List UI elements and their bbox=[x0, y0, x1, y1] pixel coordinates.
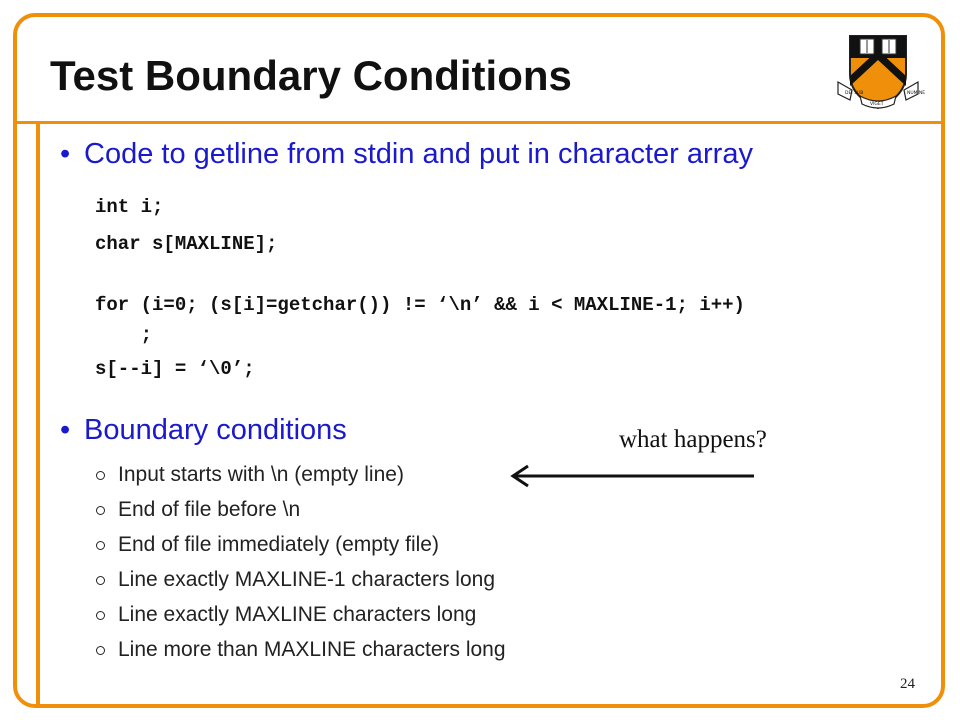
sub-bullet-icon bbox=[96, 611, 105, 620]
condition-text: Line exactly MAXLINE-1 characters long bbox=[118, 568, 496, 591]
bullet-code-text: Code to getline from stdin and put in character array bbox=[84, 138, 753, 170]
code-line-4: ; bbox=[95, 324, 153, 346]
condition-text: Line exactly MAXLINE characters long bbox=[118, 603, 477, 626]
bullet-boundary-text: Boundary conditions bbox=[84, 414, 347, 446]
code-line-1: int i; bbox=[95, 196, 164, 218]
arrow-left-icon bbox=[508, 464, 758, 488]
bullet-dot: • bbox=[60, 138, 71, 170]
logo-motto-bottom: VIGET bbox=[870, 102, 884, 107]
logo-motto-right: NUMINE bbox=[907, 91, 926, 96]
bullet-code bbox=[60, 138, 753, 171]
condition-text: End of file before \n bbox=[118, 498, 301, 521]
condition-text: Input starts with \n (empty line) bbox=[118, 463, 404, 486]
sub-bullet-icon bbox=[96, 541, 105, 550]
sub-bullet-icon bbox=[96, 576, 105, 585]
code-line-5: s[--i] = ‘\0’; bbox=[95, 358, 255, 380]
page-number: 24 bbox=[900, 676, 915, 692]
sub-bullet-icon bbox=[96, 646, 105, 655]
princeton-shield-icon bbox=[836, 30, 926, 112]
sub-bullet-icon bbox=[96, 506, 105, 515]
condition-text: End of file immediately (empty file) bbox=[118, 533, 439, 556]
title-divider bbox=[13, 121, 945, 124]
annotation-text: what happens? bbox=[619, 426, 767, 453]
sub-bullet-icon bbox=[96, 471, 105, 480]
left-accent-bar bbox=[36, 121, 40, 708]
slide-title: Test Boundary Conditions bbox=[50, 52, 572, 99]
code-line-3: for (i=0; (s[i]=getchar()) != ‘\n’ && i < MAXLINE-1; i++) bbox=[95, 294, 745, 316]
logo-motto-left: DEI SUB bbox=[845, 91, 864, 96]
code-line-2: char s[MAXLINE]; bbox=[95, 233, 278, 255]
condition-text: Line more than MAXLINE characters long bbox=[118, 638, 506, 661]
bullet-dot: • bbox=[60, 414, 71, 446]
bullet-boundary bbox=[60, 414, 347, 447]
